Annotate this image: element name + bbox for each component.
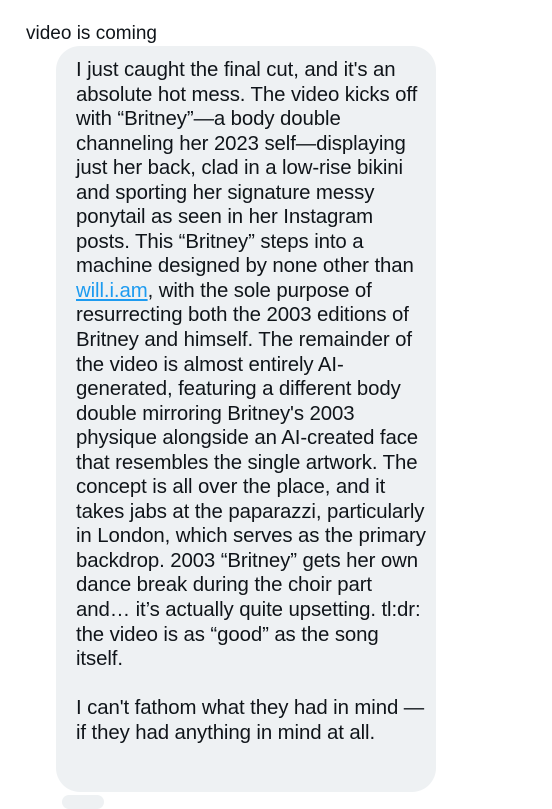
mention-link[interactable]: will.i.am bbox=[76, 279, 148, 302]
next-message-bubble-edge bbox=[62, 795, 104, 809]
message-paragraph-1 bbox=[76, 58, 426, 672]
paragraph-gap bbox=[76, 672, 426, 697]
message-text-after-link: , with the sole purpose of resurrecting both the 2003 editions of Britney and himself. The remainder of the video is almost entirely AI-generated, featuring a different body double mirroring Britney's 2003 physique alongside an AI-created face that resembles the single artwork. The concept is all over the place, and it takes jabs at the paparazzi, particularly in London, which serves as the primary backdrop. 2003 “Britney” gets her own dance break during the choir part and… it’s actually quite upsetting. tl:dr: the video is as “good” as the song itself. bbox=[76, 279, 426, 671]
message-text-before-link: I just caught the final cut, and it's an absolute hot mess. The video kicks off with “Britney”—a body double channeling her 2023 self—displaying just her back, clad in a low-rise bikini and sporting her signature messy ponytail as seen in her Instagram posts. This “Britney” steps into a machine designed by none other than bbox=[76, 59, 418, 278]
message-bubble bbox=[56, 46, 436, 792]
message-paragraph-2: I can't fathom what they had in mind —if they had anything in mind at all. bbox=[76, 697, 425, 744]
reply-context-label: video is coming bbox=[26, 23, 157, 44]
